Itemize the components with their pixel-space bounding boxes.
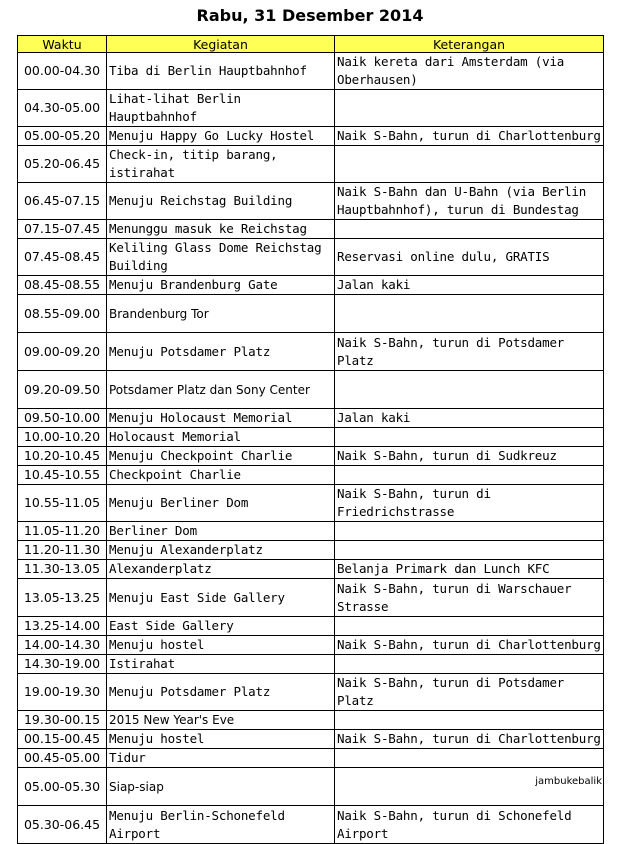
note-cell [335, 90, 604, 127]
note-cell: Reservasi online dulu, GRATIS [335, 239, 604, 276]
table-row [18, 409, 604, 428]
time-cell: 14.30-19.00 [18, 655, 107, 674]
note-cell [335, 711, 604, 730]
note-cell: Jalan kaki [335, 409, 604, 428]
time-cell: 11.20-11.30 [18, 541, 107, 560]
note-cell [335, 655, 604, 674]
table-row [18, 127, 604, 146]
activity-cell: Check-in, titip barang, istirahat [107, 146, 335, 183]
activity-cell: Menuju Reichstag Building [107, 183, 335, 220]
time-cell: 05.00-05.30 [18, 768, 107, 806]
table-row [18, 295, 604, 333]
activity-cell: Brandenburg Tor [107, 295, 335, 333]
note-cell: Naik S-Bahn, turun di Friedrichstrasse [335, 485, 604, 522]
page-title: Rabu, 31 Desember 2014 [196, 6, 424, 25]
time-cell: 07.15-07.45 [18, 220, 107, 239]
note-cell [335, 466, 604, 485]
header-waktu: Waktu [18, 36, 107, 53]
time-cell: 08.45-08.55 [18, 276, 107, 295]
time-cell: 00.00-04.30 [18, 53, 107, 90]
note-cell: Naik S-Bahn, turun di Potsdamer Platz [335, 333, 604, 371]
note-cell [335, 617, 604, 636]
activity-cell: Menuju Happy Go Lucky Hostel [107, 127, 335, 146]
activity-cell: Lihat-lihat Berlin Hauptbahnhof [107, 90, 335, 127]
table-row [18, 730, 604, 749]
note-cell: Naik S-Bahn, turun di Potsdamer Platz [335, 674, 604, 711]
time-cell: 10.45-10.55 [18, 466, 107, 485]
time-cell: 04.30-05.00 [18, 90, 107, 127]
note-cell [335, 522, 604, 541]
table-header-row [18, 36, 604, 53]
time-cell: 00.45-05.00 [18, 749, 107, 768]
note-cell: Belanja Primark dan Lunch KFC [335, 560, 604, 579]
note-cell: Naik S-Bahn, turun di Warschauer Strasse [335, 579, 604, 617]
time-cell: 05.00-05.20 [18, 127, 107, 146]
table-row [18, 428, 604, 447]
time-cell: 00.15-00.45 [18, 730, 107, 749]
activity-cell: Menuju hostel [107, 730, 335, 749]
activity-cell: Siap-siap [107, 768, 335, 806]
activity-cell: Potsdamer Platz dan Sony Center [107, 371, 335, 409]
activity-cell: Menuju Berliner Dom [107, 485, 335, 522]
activity-cell: Menuju Potsdamer Platz [107, 333, 335, 371]
note-cell: Naik S-Bahn dan U-Bahn (via Berlin Hauptbahnhof), turun di Bundestag [335, 183, 604, 220]
table-row [18, 447, 604, 466]
table-row [18, 541, 604, 560]
table-row [18, 636, 604, 655]
activity-cell: Menuju Potsdamer Platz [107, 674, 335, 711]
table-row [18, 579, 604, 617]
table-row [18, 749, 604, 768]
time-cell: 10.00-10.20 [18, 428, 107, 447]
activity-cell: Menuju Brandenburg Gate [107, 276, 335, 295]
table-row [18, 806, 604, 844]
activity-cell: Menuju Berlin-Schonefeld Airport [107, 806, 335, 844]
time-cell: 06.45-07.15 [18, 183, 107, 220]
time-cell: 09.00-09.20 [18, 333, 107, 371]
note-cell [335, 220, 604, 239]
time-cell: 13.25-14.00 [18, 617, 107, 636]
table-row [18, 371, 604, 409]
table-row [18, 560, 604, 579]
schedule-table [17, 35, 604, 844]
note-cell [335, 428, 604, 447]
time-cell: 05.30-06.45 [18, 806, 107, 844]
time-cell: 09.20-09.50 [18, 371, 107, 409]
activity-cell: Holocaust Memorial [107, 428, 335, 447]
table-row [18, 522, 604, 541]
time-cell: 10.55-11.05 [18, 485, 107, 522]
time-cell: 05.20-06.45 [18, 146, 107, 183]
note-cell: Naik S-Bahn, turun di Schonefeld Airport [335, 806, 604, 844]
credit-text: jambukebalik [535, 776, 602, 787]
note-cell: Naik S-Bahn, turun di Charlottenburg [335, 636, 604, 655]
table-row [18, 146, 604, 183]
table-row [18, 768, 604, 806]
note-cell: Naik S-Bahn, turun di Sudkreuz [335, 447, 604, 466]
table-row [18, 276, 604, 295]
time-cell: 19.30-00.15 [18, 711, 107, 730]
note-cell [335, 371, 604, 409]
activity-cell: Menuju Holocaust Memorial [107, 409, 335, 428]
table-row [18, 485, 604, 522]
activity-cell: Menuju hostel [107, 636, 335, 655]
activity-cell: Alexanderplatz [107, 560, 335, 579]
activity-cell: Tidur [107, 749, 335, 768]
time-cell: 13.05-13.25 [18, 579, 107, 617]
table-row [18, 466, 604, 485]
note-cell [335, 541, 604, 560]
time-cell: 10.20-10.45 [18, 447, 107, 466]
activity-cell: Tiba di Berlin Hauptbahnhof [107, 53, 335, 90]
table-row [18, 183, 604, 220]
note-cell [335, 749, 604, 768]
time-cell: 14.00-14.30 [18, 636, 107, 655]
note-cell [335, 146, 604, 183]
header-kegiatan: Kegiatan [107, 36, 335, 53]
activity-cell: Keliling Glass Dome Reichstag Building [107, 239, 335, 276]
time-cell: 07.45-08.45 [18, 239, 107, 276]
time-cell: 11.05-11.20 [18, 522, 107, 541]
header-keterangan: Keterangan [335, 36, 604, 53]
activity-cell: Menuju East Side Gallery [107, 579, 335, 617]
note-cell: Naik S-Bahn, turun di Charlottenburg [335, 127, 604, 146]
table-row [18, 655, 604, 674]
note-cell: Naik S-Bahn, turun di Charlottenburg [335, 730, 604, 749]
activity-cell: Menunggu masuk ke Reichstag [107, 220, 335, 239]
time-cell: 08.55-09.00 [18, 295, 107, 333]
activity-cell: Berliner Dom [107, 522, 335, 541]
table-row [18, 711, 604, 730]
note-cell: Naik kereta dari Amsterdam (via Oberhausen) [335, 53, 604, 90]
activity-cell: East Side Gallery [107, 617, 335, 636]
note-cell [335, 295, 604, 333]
time-cell: 11.30-13.05 [18, 560, 107, 579]
table-row [18, 220, 604, 239]
table-row [18, 90, 604, 127]
table-row [18, 333, 604, 371]
activity-cell: 2015 New Year's Eve [107, 711, 335, 730]
activity-cell: Checkpoint Charlie [107, 466, 335, 485]
activity-cell: Menuju Alexanderplatz [107, 541, 335, 560]
note-cell: Jalan kaki [335, 276, 604, 295]
activity-cell: Menuju Checkpoint Charlie [107, 447, 335, 466]
table-row [18, 674, 604, 711]
table-row [18, 239, 604, 276]
table-row [18, 53, 604, 90]
time-cell: 09.50-10.00 [18, 409, 107, 428]
table-row [18, 617, 604, 636]
time-cell: 19.00-19.30 [18, 674, 107, 711]
activity-cell: Istirahat [107, 655, 335, 674]
